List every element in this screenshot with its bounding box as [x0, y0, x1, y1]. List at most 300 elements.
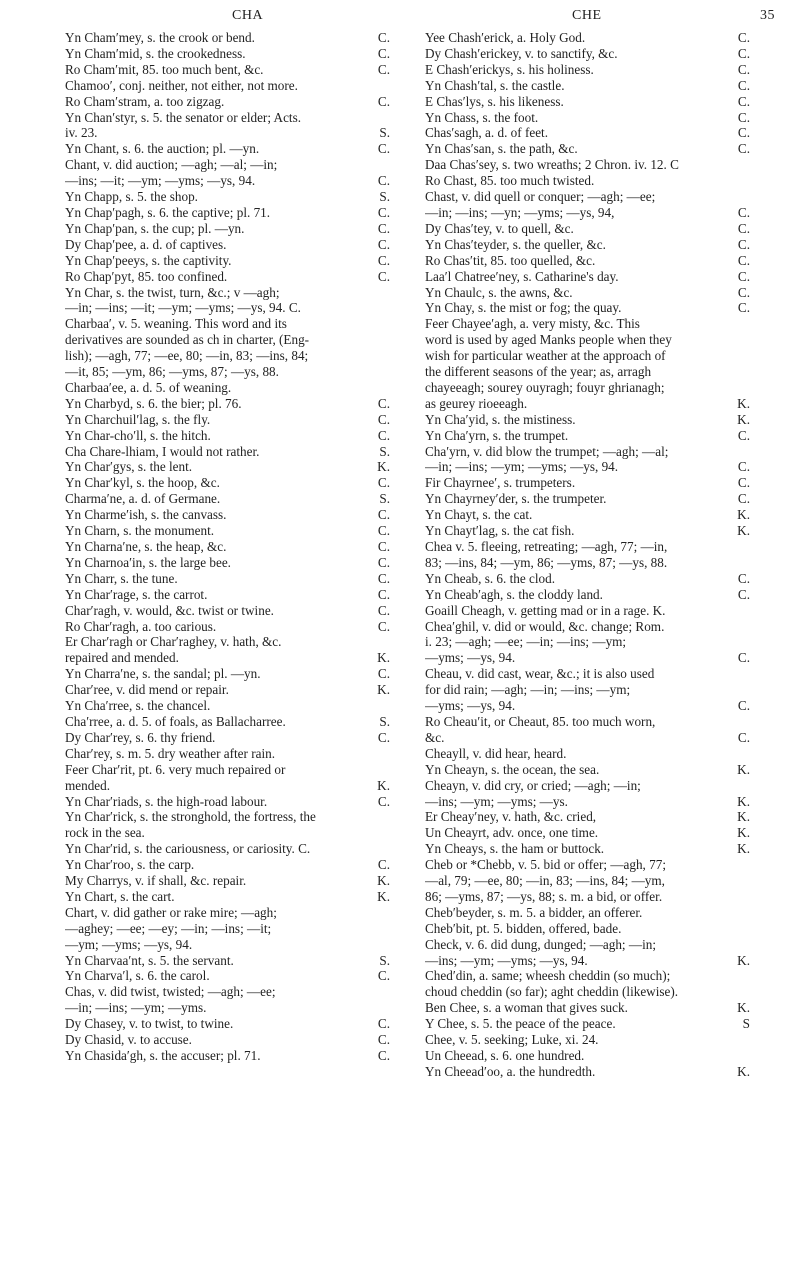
entry-source-tag: K.: [377, 459, 390, 475]
entry-text: Char′ree, v. did mend or repair.: [65, 682, 229, 698]
dictionary-entry: [425, 285, 750, 301]
entry-source-tag: C.: [737, 570, 750, 586]
dictionary-entry: [65, 1016, 390, 1032]
entry-text: Yn Cheab′agh, s. the cloddy land.: [425, 586, 603, 602]
dictionary-entry: [65, 634, 390, 650]
dictionary-entry: [65, 857, 390, 873]
entry-text: Ro Cham′mit, 85. too much bent, &c.: [65, 61, 264, 77]
entry-text: Ro Char′ragh, a. too carious.: [65, 618, 217, 634]
dictionary-entry: [425, 571, 750, 587]
entry-text: Chast, v. did quell or conquer; —agh; —ee;: [425, 189, 656, 205]
dictionary-entry: [425, 937, 750, 953]
entry-text: My Charrys, v. if shall, &c. repair.: [65, 873, 247, 889]
entry-source-tag: K.: [737, 411, 750, 427]
dictionary-entry: [425, 905, 750, 921]
entry-source-tag: C.: [737, 109, 750, 125]
entry-text: Cha Chare-lhiam, I would not rather.: [65, 443, 260, 459]
dictionary-entry: [425, 475, 750, 491]
entry-text: Yn Charbyd, s. 6. the bier; pl. 76.: [65, 395, 242, 411]
dictionary-entry: [65, 984, 390, 1000]
entry-text: Yn Char′rick, s. the stronghold, the fortress, the: [65, 809, 316, 825]
dictionary-entry: [65, 459, 390, 475]
dictionary-entry: [425, 762, 750, 778]
entry-text: Yn Charme′ish, s. the canvass.: [65, 507, 227, 523]
dictionary-entry: [425, 968, 750, 984]
entry-text: &c.: [425, 729, 445, 745]
entry-source-tag: C.: [377, 618, 390, 634]
dictionary-entry: [65, 682, 390, 698]
entry-text: Yn Char′kyl, s. the hoop, &c.: [65, 475, 220, 491]
entry-text: Yn Cheays, s. the ham or buttock.: [425, 841, 605, 857]
entry-text: Dy Chash′erickey, v. to sanctify, &c.: [425, 45, 618, 61]
entry-source-tag: C.: [737, 30, 750, 45]
entry-source-tag: K.: [737, 1000, 750, 1016]
entry-text: —yms; —ys, 94.: [425, 650, 516, 666]
dictionary-entry: [425, 428, 750, 444]
entry-text: wish for particular weather at the approach of: [425, 348, 666, 364]
entry-source-tag: K.: [737, 825, 750, 841]
entry-text: Chea′ghil, v. did or would, &c. change; Rom.: [425, 618, 665, 634]
entry-text: Yn Char′rage, s. the carrot.: [65, 586, 208, 602]
dictionary-entry: [425, 730, 750, 746]
dictionary-entry: [65, 396, 390, 412]
dictionary-entry: [65, 428, 390, 444]
dictionary-entry: [65, 555, 390, 571]
entry-source-tag: C.: [377, 729, 390, 745]
dictionary-entry: [425, 237, 750, 253]
entry-source-tag: S.: [379, 125, 390, 141]
dictionary-entry: [425, 523, 750, 539]
entry-text: Yn Chapp, s. 5. the shop.: [65, 189, 198, 205]
entry-source-tag: C.: [737, 427, 750, 443]
entry-text: Goaill Cheagh, v. getting mad or in a rage. K.: [425, 602, 666, 618]
entry-source-tag: C.: [737, 300, 750, 316]
entry-text: Y Chee, s. 5. the peace of the peace.: [425, 1016, 616, 1032]
entry-text: lish); —agh, 77; —ee, 80; —in, 83; —ins, 84;: [65, 348, 309, 364]
entry-source-tag: C.: [737, 586, 750, 602]
entry-text: Yn Chant, s. 6. the auction; pl. —yn.: [65, 141, 260, 157]
entry-text: Charbaa′ee, a. d. 5. of weaning.: [65, 379, 232, 395]
entry-text: Ro Cheau′it, or Cheaut, 85. too much worn,: [425, 713, 656, 729]
dictionary-entry: [425, 857, 750, 873]
entry-text: 83; —ins, 84; —ym, 86; —yms, 87; —ys, 88.: [425, 554, 668, 570]
entry-text: Cheb′bit, pt. 5. bidden, offered, bade.: [425, 920, 622, 936]
dictionary-entry: [65, 332, 390, 348]
entry-text: chayeeagh; sourey ouyragh; fouyr ghrianagh;: [425, 379, 665, 395]
entry-source-tag: C.: [377, 475, 390, 491]
right-column: [425, 30, 750, 1080]
entry-source-tag: C.: [377, 554, 390, 570]
entry-source-tag: K.: [737, 1063, 750, 1079]
dictionary-entry: [425, 746, 750, 762]
entry-source-tag: K.: [377, 777, 390, 793]
entry-text: Yn Chass, s. the foot.: [425, 109, 539, 125]
dictionary-entry: [425, 809, 750, 825]
entry-text: repaired and mended.: [65, 650, 179, 666]
dictionary-entry: [65, 475, 390, 491]
dictionary-entry: [65, 237, 390, 253]
entry-text: Cha′yrn, v. did blow the trumpet; —agh; —al;: [425, 443, 669, 459]
dictionary-entry: [65, 221, 390, 237]
dictionary-entry: [425, 221, 750, 237]
dictionary-entry: [425, 778, 750, 794]
entry-text: Dy Chasid, v. to accuse.: [65, 1032, 192, 1048]
entry-text: derivatives are sounded as ch in charter, (Eng-: [65, 332, 310, 348]
dictionary-entry: [425, 698, 750, 714]
dictionary-entry: [425, 125, 750, 141]
entry-text: Ro Chap′pyt, 85. too confined.: [65, 268, 228, 284]
dictionary-entry: [65, 698, 390, 714]
left-column: [65, 30, 390, 1064]
entry-source-tag: K.: [737, 841, 750, 857]
dictionary-entry: [65, 491, 390, 507]
dictionary-entry: [425, 794, 750, 810]
entry-source-tag: K.: [737, 793, 750, 809]
dictionary-entry: [425, 1016, 750, 1032]
entry-source-tag: C.: [377, 252, 390, 268]
dictionary-entry: [425, 650, 750, 666]
entry-source-tag: C.: [377, 602, 390, 618]
entry-text: Dy Char′rey, s. 6. thy friend.: [65, 729, 216, 745]
dictionary-entry: [65, 619, 390, 635]
entry-text: Yn Chap′pan, s. the cup; pl. —yn.: [65, 220, 245, 236]
entry-text: Yn Cha′rree, s. the chancel.: [65, 698, 211, 714]
dictionary-entry: [425, 841, 750, 857]
entry-source-tag: K.: [737, 507, 750, 523]
dictionary-entry: [425, 189, 750, 205]
entry-source-tag: C.: [377, 395, 390, 411]
entry-source-tag: C.: [737, 268, 750, 284]
entry-text: Ro Cham′stram, a. too zigzag.: [65, 93, 225, 109]
dictionary-entry: [425, 555, 750, 571]
entry-text: Yn Cheead′oo, a. the hundredth.: [425, 1063, 596, 1079]
header-right-guide: CHE: [572, 8, 602, 23]
entry-text: Yn Charn, s. the monument.: [65, 523, 215, 539]
entry-source-tag: C.: [377, 141, 390, 157]
dictionary-entry: [425, 444, 750, 460]
dictionary-entry: [425, 30, 750, 46]
entry-text: Yn Chap′peeys, s. the captivity.: [65, 252, 232, 268]
entry-source-tag: C.: [377, 1032, 390, 1048]
page-number: 35: [760, 8, 775, 23]
dictionary-entry: [65, 125, 390, 141]
dictionary-entry: [65, 444, 390, 460]
dictionary-entry: [425, 491, 750, 507]
entry-text: E Chas′lys, s. his likeness.: [425, 93, 564, 109]
entry-source-tag: C.: [737, 93, 750, 109]
entry-source-tag: C.: [737, 459, 750, 475]
entry-source-tag: C.: [377, 427, 390, 443]
entry-text: Dy Chas′tey, v. to quell, &c.: [425, 220, 574, 236]
entry-text: Yn Chan′styr, s. 5. the senator or elder; Acts.: [65, 109, 302, 125]
dictionary-entry: [425, 380, 750, 396]
dictionary-entry: [65, 714, 390, 730]
dictionary-entry: [65, 94, 390, 110]
entry-text: word is used by aged Manks people when they: [425, 332, 672, 348]
entry-source-tag: C.: [377, 1016, 390, 1032]
dictionary-entry: [425, 157, 750, 173]
entry-text: Yn Cha′yid, s. the mistiness.: [425, 411, 576, 427]
entry-source-tag: C.: [377, 539, 390, 554]
entry-source-tag: C.: [377, 857, 390, 873]
entry-text: Yn Chap′pagh, s. 6. the captive; pl. 71.: [65, 204, 271, 220]
entry-source-tag: C.: [377, 523, 390, 539]
dictionary-entry: [65, 794, 390, 810]
dictionary-entry: [65, 603, 390, 619]
entry-text: Char′rey, s. m. 5. dry weather after rain.: [65, 745, 276, 761]
page-header: [0, 8, 800, 30]
entry-source-tag: K.: [737, 395, 750, 411]
dictionary-entry: [65, 285, 390, 301]
entry-text: Ro Chast, 85. too much twisted.: [425, 173, 595, 189]
dictionary-entry: [425, 332, 750, 348]
entry-text: Ben Chee, s. a woman that gives suck.: [425, 1000, 628, 1016]
dictionary-entry: [425, 78, 750, 94]
entry-text: Cheau, v. did cast, wear, &c.; it is also used: [425, 666, 655, 682]
entry-text: Yn Charchuil′lag, s. the fly.: [65, 411, 211, 427]
dictionary-entry: [65, 905, 390, 921]
entry-text: for did rain; —agh; —in; —ins; —ym;: [425, 682, 631, 698]
entry-text: —aghey; —ee; —ey; —in; —ins; —it;: [65, 920, 272, 936]
entry-source-tag: C.: [377, 30, 390, 45]
dictionary-entry: [65, 746, 390, 762]
entry-text: —in; —ins; —yn; —yms; —ys, 94,: [425, 204, 615, 220]
entry-text: Yn Charva′l, s. 6. the carol.: [65, 968, 210, 984]
dictionary-entry: [65, 1032, 390, 1048]
entry-text: Cha′rree, a. d. 5. of foals, as Ballacharree.: [65, 713, 286, 729]
dictionary-entry: [65, 507, 390, 523]
entry-source-tag: C.: [737, 77, 750, 93]
entry-text: Ro Chas′tit, 85. too quelled, &c.: [425, 252, 596, 268]
entry-source-tag: C.: [737, 141, 750, 157]
entry-text: Yn Chas′teyder, s. the queller, &c.: [425, 236, 606, 252]
dictionary-entry: [65, 173, 390, 189]
dictionary-entry: [425, 412, 750, 428]
dictionary-entry: [65, 778, 390, 794]
entry-text: —yms; —ys, 94.: [425, 698, 516, 714]
entry-text: Ched′din, a. same; wheesh cheddin (so much);: [425, 968, 671, 984]
entry-text: Chant, v. did auction; —agh; —al; —in;: [65, 157, 278, 173]
entry-text: Yn Chart, s. the cart.: [65, 888, 175, 904]
dictionary-entry: [65, 364, 390, 380]
dictionary-entry: [425, 46, 750, 62]
entry-source-tag: C.: [377, 586, 390, 602]
dictionary-entry: [65, 157, 390, 173]
entry-source-tag: C.: [377, 173, 390, 189]
entry-text: Cheb′beyder, s. m. 5. a bidder, an offerer.: [425, 904, 643, 920]
dictionary-entry: [425, 825, 750, 841]
dictionary-entry: [65, 300, 390, 316]
entry-source-tag: K.: [737, 809, 750, 825]
entry-text: Yn Cham′mid, s. the crookedness.: [65, 45, 246, 61]
dictionary-entry: [425, 1048, 750, 1064]
entry-text: E Chash′erickys, s. his holiness.: [425, 61, 594, 77]
dictionary-entry: [425, 873, 750, 889]
entry-text: Yn Charna′ne, s. the heap, &c.: [65, 539, 227, 554]
dictionary-entry: [65, 873, 390, 889]
entry-source-tag: C.: [377, 45, 390, 61]
dictionary-entry: [65, 650, 390, 666]
entry-text: Yn Cheab, s. 6. the clod.: [425, 570, 556, 586]
entry-source-tag: C.: [737, 204, 750, 220]
entry-source-tag: C.: [377, 968, 390, 984]
dictionary-entry: [65, 253, 390, 269]
dictionary-entry: [65, 348, 390, 364]
entry-source-tag: C.: [737, 284, 750, 300]
entry-source-tag: C.: [737, 125, 750, 141]
dictionary-entry: [65, 30, 390, 46]
entry-text: Laa′l Chatree′ney, s. Catharine's day.: [425, 268, 619, 284]
entry-text: Cheayn, v. did cry, or cried; —agh; —in;: [425, 777, 641, 793]
dictionary-entry: [65, 62, 390, 78]
dictionary-entry: [65, 571, 390, 587]
dictionary-entry: [65, 889, 390, 905]
entry-source-tag: C.: [377, 204, 390, 220]
dictionary-entry: [65, 412, 390, 428]
dictionary-entry: [425, 921, 750, 937]
dictionary-entry: [425, 364, 750, 380]
dictionary-entry: [65, 1048, 390, 1064]
entry-source-tag: K.: [377, 873, 390, 889]
entry-text: Dy Chap′pee, a. d. of captives.: [65, 236, 227, 252]
entry-source-tag: K.: [737, 952, 750, 968]
dictionary-entry: [425, 62, 750, 78]
entry-text: Er Char′ragh or Char′raghey, v. hath, &c.: [65, 634, 282, 650]
dictionary-entry: [425, 459, 750, 475]
entry-text: Yn Char′gys, s. the lent.: [65, 459, 193, 475]
dictionary-entry: [65, 762, 390, 778]
entry-text: —in; —ins; —ym; —yms.: [65, 1000, 207, 1016]
dictionary-entry: [65, 921, 390, 937]
dictionary-entry: [425, 682, 750, 698]
entry-text: Yn Charra′ne, s. the sandal; pl. —yn.: [65, 666, 261, 682]
dictionary-entry: [425, 539, 750, 555]
dictionary-entry: [425, 603, 750, 619]
dictionary-entry: [65, 189, 390, 205]
entry-text: Fir Chayrnee′, s. trumpeters.: [425, 475, 576, 491]
entry-text: Chee, v. 5. seeking; Luke, xi. 24.: [425, 1032, 599, 1048]
header-left-guide: CHA: [232, 8, 264, 23]
dictionary-entry: [425, 889, 750, 905]
entry-text: Feer Char′rit, pt. 6. very much repaired or: [65, 761, 286, 777]
entry-source-tag: C.: [737, 61, 750, 77]
dictionary-entry: [425, 953, 750, 969]
entry-text: Yn Charnoa′in, s. the large bee.: [65, 554, 231, 570]
dictionary-entry: [425, 1032, 750, 1048]
dictionary-entry: [425, 110, 750, 126]
entry-text: —ym; —yms; —ys, 94.: [65, 936, 193, 952]
entry-source-tag: S.: [379, 713, 390, 729]
entry-source-tag: C.: [377, 268, 390, 284]
entry-text: Dy Chasey, v. to twist, to twine.: [65, 1016, 234, 1032]
entry-source-tag: C.: [737, 729, 750, 745]
dictionary-entry: [65, 316, 390, 332]
dictionary-entry: [425, 205, 750, 221]
dictionary-entry: [65, 666, 390, 682]
entry-text: choud cheddin (so far); aght cheddin (likewise).: [425, 984, 679, 1000]
entry-text: Yn Chas′san, s. the path, &c.: [425, 141, 578, 157]
entry-source-tag: C.: [377, 93, 390, 109]
entry-text: Chea v. 5. fleeing, retreating; —agh, 77; —in,: [425, 539, 668, 554]
entry-source-tag: C.: [737, 252, 750, 268]
entry-text: Charbaa′, v. 5. weaning. This word and its: [65, 316, 287, 332]
dictionary-entry: [65, 205, 390, 221]
entry-text: Yn Chayt, s. the cat.: [425, 507, 533, 523]
dictionary-entry: [65, 937, 390, 953]
dictionary-entry: [65, 141, 390, 157]
entry-text: Yn Cheayn, s. the ocean, the sea.: [425, 761, 600, 777]
dictionary-entry: [65, 269, 390, 285]
dictionary-entry: [65, 825, 390, 841]
entry-text: —ins; —it; —ym; —yms; —ys, 94.: [65, 173, 256, 189]
entry-source-tag: C.: [737, 236, 750, 252]
entry-text: Chas′sagh, a. d. of feet.: [425, 125, 549, 141]
entry-text: Yn Char′riads, s. the high-road labour.: [65, 793, 268, 809]
entry-source-tag: C.: [737, 475, 750, 491]
entry-source-tag: C.: [737, 491, 750, 507]
entry-text: Yn Charr, s. the tune.: [65, 570, 178, 586]
entry-text: Yn Chayt′lag, s. the cat fish.: [425, 523, 575, 539]
dictionary-entry: [65, 953, 390, 969]
entry-source-tag: K.: [377, 650, 390, 666]
dictionary-entry: [425, 634, 750, 650]
dictionary-entry: [425, 714, 750, 730]
entry-text: Yn Chash′tal, s. the castle.: [425, 77, 565, 93]
dictionary-entry: [65, 46, 390, 62]
dictionary-entry: [425, 348, 750, 364]
dictionary-entry: [425, 253, 750, 269]
entry-source-tag: K.: [737, 761, 750, 777]
entry-text: mended.: [65, 777, 111, 793]
entry-source-tag: C.: [377, 793, 390, 809]
dictionary-entry: [65, 809, 390, 825]
entry-text: Chamoo′, conj. neither, not either, not more.: [65, 77, 298, 93]
dictionary-entry: [425, 587, 750, 603]
dictionary-entry: [425, 300, 750, 316]
entry-source-tag: C.: [377, 666, 390, 682]
entry-text: Yn Chayrney′der, s. the trumpeter.: [425, 491, 607, 507]
entry-source-tag: C.: [737, 698, 750, 714]
dictionary-entry: [425, 666, 750, 682]
entry-source-tag: C.: [377, 61, 390, 77]
entry-text: Yn Char, s. the twist, turn, &c.; v —agh;: [65, 284, 280, 300]
entry-source-tag: C.: [377, 570, 390, 586]
entry-text: Yee Chash′erick, a. Holy God.: [425, 30, 586, 45]
entry-source-tag: C.: [737, 45, 750, 61]
dictionary-entry: [425, 141, 750, 157]
entry-source-tag: C.: [377, 507, 390, 523]
dictionary-entry: [65, 841, 390, 857]
entry-text: —in; —ins; —ym; —yms; —ys, 94.: [425, 459, 619, 475]
entry-text: Daa Chas′sey, s. two wreaths; 2 Chron. iv. 12. C: [425, 157, 679, 173]
dictionary-entry: [425, 396, 750, 412]
entry-text: rock in the sea.: [65, 825, 145, 841]
entry-text: —ins; —ym; —yms; —ys.: [425, 793, 568, 809]
entry-text: Charma′ne, a. d. of Germane.: [65, 491, 221, 507]
dictionary-entry: [65, 968, 390, 984]
entry-text: Feer Chayee′agh, a. very misty, &c. This: [425, 316, 640, 332]
entry-text: —it, 85; —ym, 86; —yms, 87; —ys, 88.: [65, 364, 279, 380]
entry-source-tag: C.: [737, 220, 750, 236]
dictionary-entry: [65, 730, 390, 746]
dictionary-entry: [425, 94, 750, 110]
entry-text: Cheayll, v. did hear, heard.: [425, 745, 567, 761]
entry-text: 86; —yms, 87; —ys, 88; s. m. a bid, or offer.: [425, 888, 663, 904]
entry-text: Yn Cha′yrn, s. the trumpet.: [425, 427, 569, 443]
dictionary-entry: [425, 173, 750, 189]
entry-text: Chart, v. did gather or rake mire; —agh;: [65, 904, 277, 920]
entry-text: Check, v. 6. did dung, dunged; —agh; —in;: [425, 936, 656, 952]
